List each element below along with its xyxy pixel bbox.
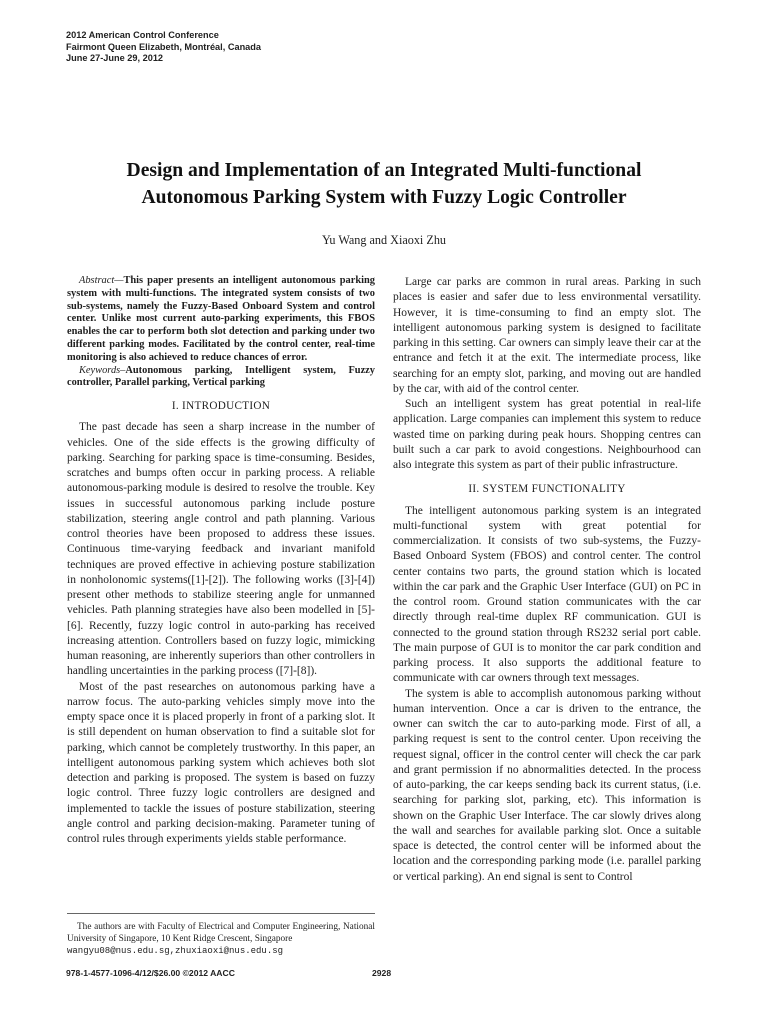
section-heading-introduction: I. INTRODUCTION <box>171 400 271 413</box>
abstract-text: This paper presents an intelligent autonomous parking system with multi-functions. The integrated system consists of two sub-systems, namely the Fuzzy-Based Onboard System and control center. Unlike most current auto-parking experiments, this FBOS enables the car to perform both slot detection and parking under two different parking modes. Facilitated by the control center, real-time monitoring is also achieved to reduce chances of error. <box>67 275 375 363</box>
page-number: 2928 <box>372 968 392 978</box>
paper-title-line-2: Autonomous Parking System with Fuzzy Logic Controller <box>141 187 627 208</box>
abstract-label: Abstract— <box>79 275 124 286</box>
author-footnote <box>67 913 375 957</box>
paper-title-line-1: Design and Implementation of an Integrated Multi-functional <box>126 160 642 181</box>
footnote-emails: wangyu08@nus.edu.sg,zhuxiaoxi@nus.edu.sg <box>67 945 284 956</box>
keywords-label: Keywords– <box>79 364 126 376</box>
paper-authors: Yu Wang and Xiaoxi Zhu <box>321 233 447 247</box>
intro-paragraph-2: Most of the past researches on autonomous parking have a narrow focus. The auto-parking vehicles simply move into the empty space once it is placed properly in front of a parking slot. It is still dependent on human observation to find a suitable slot for parking, which cannot be completely trustworthy. In this paper, an intelligent autonomous parking system which achieves both slot detection and parking is proposed. The system is based on fuzzy logic control. Three fuzzy logic controllers are designed and implemented to tackle the issues of posture stabilization, steering angle control and parking decision-making. Parameter tuning of control rules through experiments yields stable performance. <box>67 680 375 846</box>
keywords <box>67 365 375 391</box>
functionality-paragraph-2: The system is able to accomplish autonomous parking without human intervention. Once a car is driven to the entrance, the owner can switch the car to auto-parking mode. First of all, a parking request is sent to the control center. Upon receiving the request signal, officer in the control center will check the car park and grant permission if no abnormalities detected. In the process of auto-parking, the car keeps sending back its current status, (i.e. searching for parking slot, parking, etc). This information is shown on the Graphic User Interface. The car slowly drives along the wall and searches for available parking slot. Once a suitable space is detected, the control center will be informed about the location and the corresponding parking mode (i.e. parallel parking or vertical parking). An end signal is sent to Control <box>393 687 701 883</box>
functionality-paragraph-1: The intelligent autonomous parking system is an integrated multi-functional system with great potential for commercialization. It consists of two sub-systems, the Fuzzy-Based Onboard System (FBOS) and control center. The control center contains two parts, the ground station which is located within the car park and the Graphic User Interface (GUI) on PC in the control room. Ground station communicates with the car directly through real-time duplex RF communication. GUI is connected to the ground station through RS232 serial port cable. The main purpose of GUI is to monitor the car park condition and parking process. It also supports the additional feature to communicate with car owners through text messages. <box>393 504 701 685</box>
right-column <box>393 275 701 885</box>
footnote-affiliation: The authors are with Faculty of Electrical and Computer Engineering, National University of Singapore, 10 Kent Ridge Crescent, Singapore <box>67 922 375 944</box>
conference-dates: June 27-June 29, 2012 <box>66 53 164 64</box>
right-paragraph-2: Such an intelligent system has great potential in real-life application. Large companies can implement this system to reduce wasted time on parking during peak hours. Shopping centres can built such a car park to avoid congestions. Neighbourhood can also integrate this system as part of their public infrastructure. <box>393 398 701 471</box>
right-paragraph-1: Large car parks are common in rural areas. Parking in such places is easier and safer due to less environmental versatility. However, it is time-consuming to find an empty slot. The intelligent autonomous parking system is designed to facilitate parking in this setting. Car owners can simply leave their car at the entrance and fetch it at the exit. The intermediate process, like searching for an empty slot, parking, and moving out are handled by the car, with aid of the control center. <box>393 276 701 395</box>
footer-isbn: 978-1-4577-1096-4/12/$26.00 ©2012 AACC <box>66 968 235 978</box>
conference-venue: Fairmont Queen Elizabeth, Montréal, Canada <box>66 41 262 52</box>
paper-title <box>60 157 708 211</box>
conference-info <box>66 30 261 65</box>
keywords-text: Autonomous parking, Intelligent system, Fuzzy controller, Parallel parking, Vertical parking <box>67 364 375 389</box>
conference-name: 2012 American Control Conference <box>66 30 219 40</box>
abstract <box>67 275 375 365</box>
intro-paragraph-1: The past decade has seen a sharp increase in the number of vehicles. One of the side effects is the growing difficulty of parking. Searching for parking space is time-consuming. Besides, scratches and bumps often occur in parking process. A reliable autonomous-parking module is desired to resolve the trouble. Key issues in successful autonomous parking include posture stabilization, steering angle control and path planning. Various control theories have been proposed to address these issues. Continuous time-varying feedback and invariant manifold techniques are proved effective in achieving posture stabilization in nonholonomic systems([1]-[2]). The following works ([3]-[4]) present other methods to stabilize steering angle for unmanned vehicles. Path planning strategies have also been modelled in [5]-[6]. Recently, fuzzy logic control in auto-parking has received increasing attention. Controllers based on fuzzy logic, mimicking human reasoning, are inherently superiors than other controllers in handling uncertainties in the parking process ([7]-[8]). <box>67 421 375 678</box>
section-heading-system-functionality: II. SYSTEM FUNCTIONALITY <box>468 483 626 496</box>
left-column <box>67 275 375 847</box>
